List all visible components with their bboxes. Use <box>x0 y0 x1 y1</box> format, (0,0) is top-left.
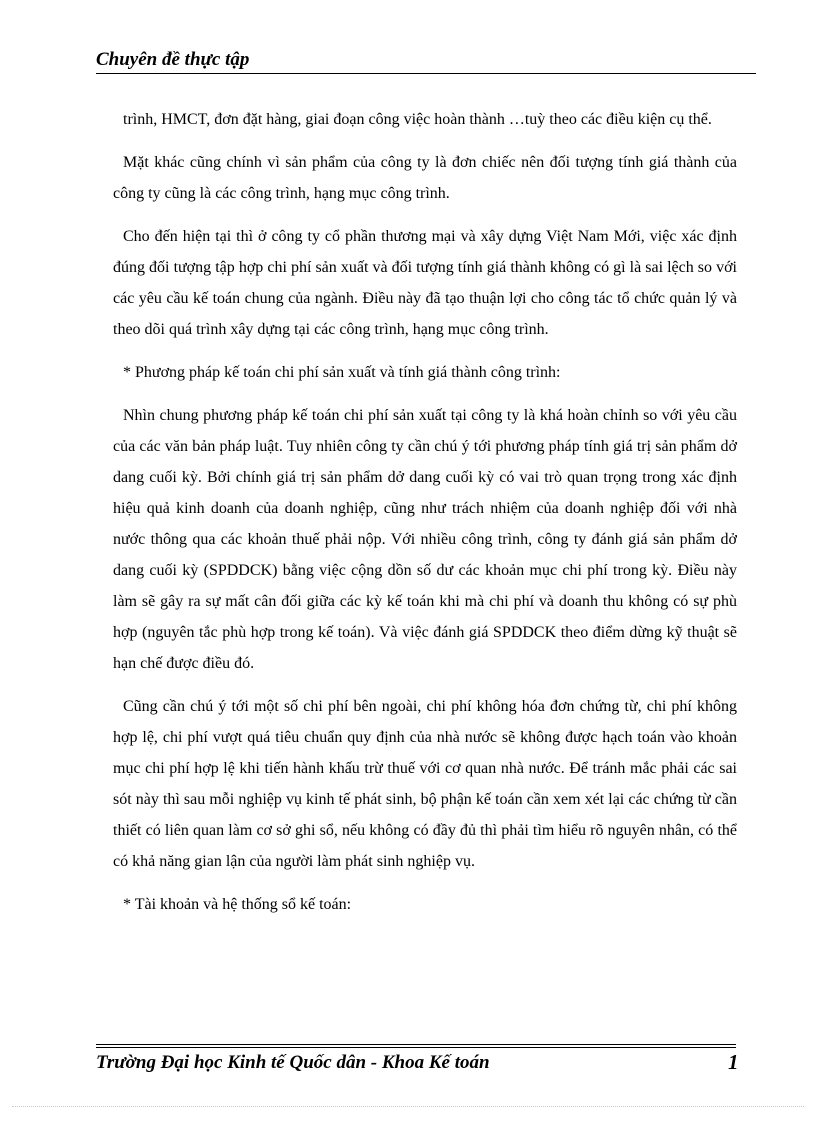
page-number: 1 <box>728 1050 739 1074</box>
body-content <box>113 104 737 932</box>
footer-rule-top <box>96 1044 736 1045</box>
page-boundary <box>12 1106 804 1107</box>
footer-rule-bottom <box>96 1047 736 1048</box>
paragraph-7: * Tài khoản và hệ thống sổ kế toán: <box>123 896 352 913</box>
header-rule <box>96 73 756 74</box>
footer-title: Trường Đại học Kinh tế Quốc dân - Khoa Kế toán <box>96 1052 490 1073</box>
paragraph-2: Mặt khác cũng chính vì sản phẩm của công ty là đơn chiếc nên đối tượng tính giá thành của công ty cũng là các công trình, hạng mục công trình. <box>113 154 737 202</box>
paragraph-5: Nhìn chung phương pháp kế toán chi phí sản xuất tại công ty là khá hoàn chỉnh so với yêu cầu của các văn bản pháp luật. Tuy nhiên công ty cần chú ý tới phương pháp tính giá trị sản phẩm dở dang cuối kỳ. Bởi chính giá trị sản phẩm dở dang cuối kỳ có vai trò quan trọng trong xác định hiệu quả kinh doanh của doanh nghiệp, cũng như trách nhiệm của doanh nghiệp đối với nhà nước thông qua các khoản thuế phải nộp. Với nhiều công trình, công ty đánh giá sản phẩm dở dang cuối kỳ (SPDDCK) bằng việc cộng dồn số dư các khoản mục chi phí trong kỳ. Điều này làm sẽ gây ra sự mất cân đối giữa các kỳ kế toán khi mà chi phí và doanh thu không có sự phù hợp (nguyên tắc phù hợp trong kế toán). Và việc đánh giá SPDDCK theo điểm dừng kỹ thuật sẽ hạn chế được điều đó. <box>113 407 737 672</box>
paragraph-1: trình, HMCT, đơn đặt hàng, giai đoạn công việc hoàn thành …tuỳ theo các điều kiện cụ thể. <box>123 111 712 128</box>
paragraph-6: Cũng cần chú ý tới một số chi phí bên ngoài, chi phí không hóa đơn chứng từ, chi phí không hợp lệ, chi phí vượt quá tiêu chuẩn quy định của nhà nước sẽ không được hạch toán vào khoản mục chi phí hợp lệ khi tiến hành khấu trừ thuế với cơ quan nhà nước. Để tránh mắc phải các sai sót này thì sau mỗi nghiệp vụ kinh tế phát sinh, bộ phận kế toán cần xem xét lại các chứng từ cần thiết có liên quan làm cơ sở ghi sổ, nếu không có đầy đủ thì phải tìm hiểu rõ nguyên nhân, có thể có khả năng gian lận của người làm phát sinh nghiệp vụ. <box>113 698 737 870</box>
paragraph-4: * Phương pháp kế toán chi phí sản xuất và tính giá thành công trình: <box>123 364 561 381</box>
header-title: Chuyên đề thực tập <box>96 49 250 70</box>
paragraph-3: Cho đến hiện tại thì ở công ty cổ phần thương mại và xây dựng Việt Nam Mới, việc xác định đúng đối tượng tập hợp chi phí sản xuất và đối tượng tính giá thành không có gì là sai lệch so với các yêu cầu kế toán chung của ngành. Điều này đã tạo thuận lợi cho công tác tổ chức quản lý và theo dõi quá trình xây dựng tại các công trình, hạng mục công trình. <box>113 228 737 338</box>
